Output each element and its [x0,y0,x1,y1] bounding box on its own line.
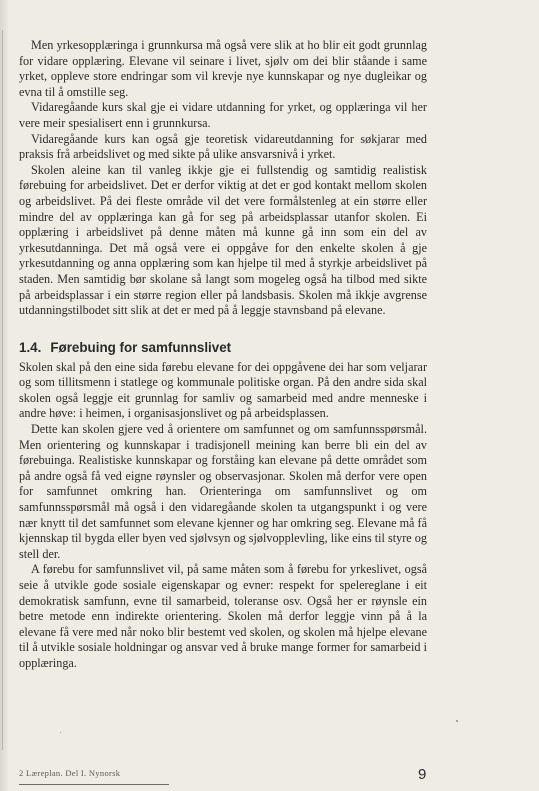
section-number: 1.4. [19,339,42,355]
body-paragraph: Skolen skal på den eine sida førebu elevane for dei oppgåvene dei har som veljarar og som tillitsmenn i statlege og kommunale politiske organ. På den andre sida skal skolen også leggje eit grunnlag for samliv og samarbeid med andre menneske i andre høve: i heimen, i organisasjonslivet og på arbeidsplassen. [19,359,427,421]
body-paragraph: A førebu for samfunnslivet vil, på same måten som å førebu for yrkeslivet, også seie å utvikle gode sosiale eigenskapar og evner: respekt for spelereglane i eit demokratisk samfunn, evne til samarbeid, toleranse osv. Også her er røynsle ein betre metode enn indirekte orientering. Skolen må derfor leggje vinn på å la elevane få vere med når noko blir bestemt ved skolen, og skolen må hjelpe elevane til å utvikle sosiale holdningar og ansvar ved å bruke mange former for samarbeid i opplæringa. [19,562,427,670]
body-paragraph: Vidaregåande kurs kan også gje teoretisk vidareutdanning for søkjarar med praksis frå arbeidslivet og med sikte på ulike ansvarsnivå i yrket. [19,131,427,162]
page-body [19,38,427,672]
section-heading [19,339,427,356]
paper-speck [456,720,458,722]
footer-rule [19,784,169,785]
body-paragraph: Skolen aleine kan til vanleg ikkje gje ei fullstendig og samtidig realistisk førebuing for arbeidslivet. Det er derfor viktig at det er god kontakt mellom skolen og arbeidslivet. På dei fleste område vil det vere formålstenleg at ein større eller mindre del av opplæringa kan gå for seg på arbeidsplassar utanfor skolen. Ei opplæring i arbeidslivet på denne måten må kunne gå inn som ein del av yrkesutdanninga. Det må også vere ei oppgåve for den enkelte skolen å gje yrkesutdanning og anna opplæring som kan hjelpe til med å styrkje arbeidslivet på staden. Men samtidig bør skolane så langt som mogeleg også ha tilbod med sikte på arbeidsplassar i ein større region eller på landsbasis. Skolen må ikkje avgrense utdanningstilbodet sitt slik at det er med på å leggje stavnsband på elevane. [19,162,427,318]
body-paragraph: Vidaregåande kurs skal gje ei vidare utdanning for yrket, og opplæringa vil her vere meir spesialisert enn i grunnkursa. [19,100,427,130]
page-binding-edge [0,0,8,791]
page-number: 9 [418,766,427,783]
paper-speck [60,732,61,733]
footer-note: 2 Læreplan. Del I. Nynorsk [19,768,121,778]
body-paragraph: Dette kan skolen gjere ved å orientere om samfunnet og om samfunnsspørsmål. Men orientering og kunnskapar i tradisjonell meining kan berre bli ein del av førebuinga. Realistiske kunnskapar og forståing kan elevane på dette området som på andre også få ved eigne røynsler og observasjonar. Skolen må derfor vere open for samfunnet omkring han. Orienteringa om samfunnslivet og om samfunnsspørsmål må også i den vidaregåande skolen ta utgangspunkt i og vere nær knytt til det samfunnet som elevane kjenner og har omkring seg. Elevane må få kjennskap til bygda eller byen ved sjølvsyn og sjølvopplevling, like eins til styre og stell der. [19,422,427,561]
section-title: Førebuing for samfunnslivet [50,339,232,355]
body-paragraph: Men yrkesopplæringa i grunnkursa må også vere slik at ho blir eit godt grunnlag for vidare opplæring. Elevane vil seinare i livet, sjølv om dei blir ståande i same yrket, oppleve store endringar som vil krevje nye kunnskapar og nye dugleikar og evna til å omstille seg. [19,38,427,99]
